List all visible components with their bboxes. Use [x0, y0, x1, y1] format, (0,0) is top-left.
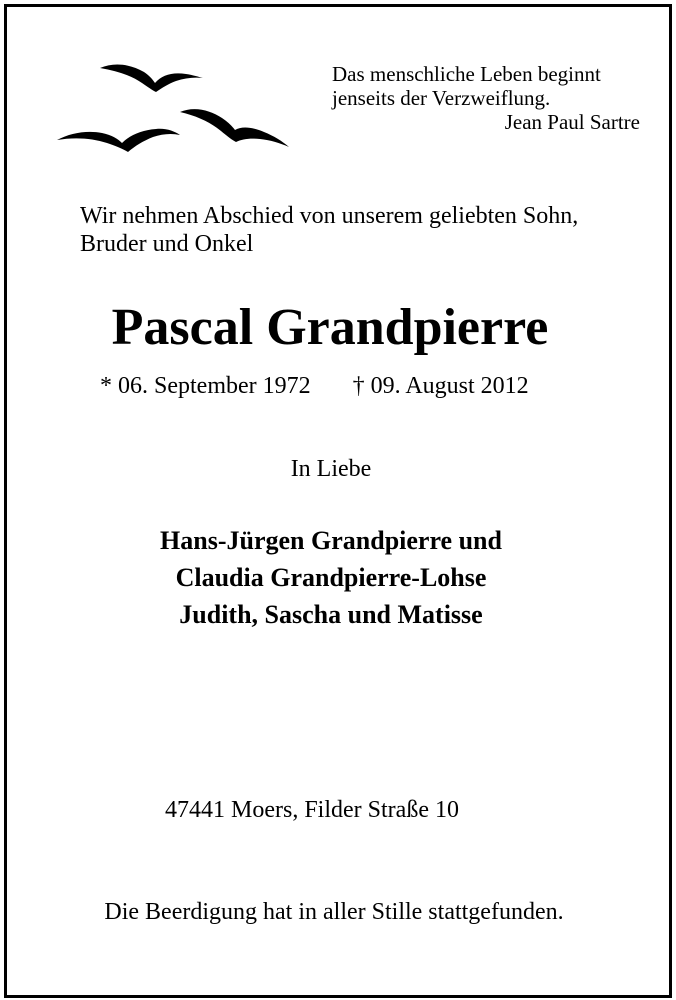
intro-line-2: Bruder und Onkel [80, 231, 254, 257]
birds-illustration [52, 56, 292, 156]
closing-words: In Liebe [290, 456, 372, 482]
bird-right [180, 109, 289, 147]
mourners-list [0, 522, 676, 633]
address: 47441 Moers, Filder Straße 10 [165, 797, 459, 823]
death-date: † 09. August 2012 [352, 373, 529, 399]
quote-line-1: Das menschliche Leben beginnt [332, 62, 601, 86]
mourner-line-3: Judith, Sascha und Matisse [179, 600, 483, 629]
quote-line-2: jenseits der Verzweiflung. [332, 86, 551, 110]
deceased-name: Pascal Grandpierre [111, 299, 549, 356]
mourner-line-2: Claudia Grandpierre-Lohse [175, 563, 487, 592]
funeral-note: Die Beerdigung hat in aller Stille stattgefunden. [104, 899, 564, 925]
bird-top [100, 65, 203, 92]
quote-author: Jean Paul Sartre [504, 110, 640, 134]
intro-line-1: Wir nehmen Abschied von unserem geliebten Sohn, [80, 203, 579, 229]
bird-left [57, 129, 180, 152]
mourner-line-1: Hans-Jürgen Grandpierre und [160, 526, 502, 555]
life-dates [100, 372, 529, 400]
farewell-intro [80, 202, 660, 258]
birth-date: * 06. September 1972 [100, 373, 311, 399]
sartre-quote [332, 62, 652, 134]
